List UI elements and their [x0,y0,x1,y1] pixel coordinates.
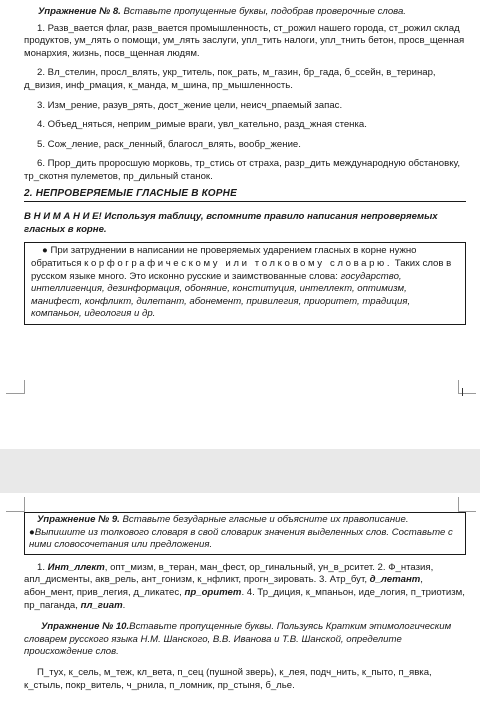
attention-text: Используя таблицу, вспомните правило написания непроверяемых гласных в корне. [24,211,438,235]
page-separator [0,449,480,493]
exercise-8-item-2: 2. Вл_стелин, просл_влять, укр_титель, пок_рать, м_газин, бр_гада, б_ссейн, в_теринар, д_визия, инф_рмация, к_манда, м_шина, пр_мышленность. [24,67,436,91]
page-corner-mark-right-h [458,393,476,394]
exercise-9-run: . [122,599,126,611]
exercise-10-title: Упражнение № 10. [41,621,130,633]
exercise-9-run: , опт_мизм, в_теран, ман_фест, ор_гинальный, ун_в_рситет. 2. Ф_нтазия, апл_дисменты, акв_рель, ант_гонизм, к_нфликт, прогн_зировать. 3. Атр_бут, [24,561,434,586]
exercise-9-heading [29,514,461,527]
page-corner-mark-left-h [6,393,24,394]
page-2-corner-mark-left-v [24,497,25,512]
rule-text [31,245,459,321]
exercise-9-title: Упражнение № 9. [37,514,120,525]
exercise-8-item-1: 1. Разв_вается флаг, разв_вается промышленность, ст_рожил нашего города, ст_рожил склад продуктов, ум_лять о помощи, ум_лять заслуги, упл_тить налоги, упл_тнить бетон, просв_щенная монархия, жизнь, посв_щенная людям. [24,22,465,59]
page-2-corner-mark-right-v [458,497,459,512]
section-heading: 2. НЕПРОВЕРЯЕМЫЕ ГЛАСНЫЕ В КОРНЕ [24,188,466,203]
exercise-10-text: П_тух, к_сель, м_теж, кл_вета, п_сец (пушной зверь), к_лея, подч_нить, к_пыто, п_явка, к_стыль, покр_витель, ч_рнила, п_ломник, пр_стыня, б_лье. [24,666,432,691]
highlighted-word: пр_оритет [184,586,242,598]
exercise-9-box [24,512,466,555]
exercise-9-text [24,562,466,612]
highlighted-word: пл_гиат [80,599,123,611]
attention-note [24,211,466,236]
exercise-9-run: 1. [37,561,48,573]
text-cursor [462,388,463,396]
exercise-8-item-3: 3. Изм_рение, разув_рять, дост_жение цели, неисч_рпаемый запас. [37,99,343,111]
exercise-9-instruction-2: ●Выпишите из толкового словаря в свой словарик значения выделенных слов. Составьте с ними словосочетания или предложения. [29,526,453,551]
exercise-8-title: Упражнение № 8. [38,6,121,17]
exercise-8-item-5: 5. Сож_ление, раск_ленный, благосл_влять, вообр_жение. [37,138,301,150]
exercise-10-instruction: Вставьте пропущенные буквы. Пользуясь Кратким этимологическим словарем русского языка Н.М. Шанского, В.В. Иванова и Т.В. Шанской, определите происхождение слов. [24,621,452,658]
exercise-10-heading [24,621,466,659]
page-2-content [24,512,466,692]
rule-text-part-2: Таких слов в русском языке много. Это исконно русские и заимствованные слова: [31,257,452,282]
page-1-content [24,6,466,325]
page-2-corner-mark-left-h [6,511,24,512]
attention-word: В Н И М А Н И Е! [24,211,102,223]
rule-example-words: государство, интеллигенция, дезинформация, обоняние, конституция, интеллект, оптимизм, манифест, конфликт, дилетант, абонемент, привилегия, приоритет, традиция, компаньон, идеология и др. [31,270,411,320]
rule-box [24,242,466,325]
exercise-9-run: , абон_мент, прив_легия, д_ликатес, [24,574,423,598]
exercise-8-item-6: 6. Прор_дить проросшую морковь, тр_стись от страха, разр_дить международную обстановку, тр_скотня пулеметов, пр_дильный станок. [24,158,461,182]
page-corner-mark-right-v [458,380,459,394]
exercise-8-item-4: 4. Объед_няться, неприм_римые враги, увл_кательно, разд_жная стенка. [37,119,367,131]
highlighted-word: д_летант [369,574,421,586]
page-corner-mark-left-v [24,380,25,394]
exercise-8-heading [24,6,466,19]
exercise-8-instruction: Вставьте пропущенные буквы, подобрав проверочные слова. [120,6,406,17]
exercise-9-instruction: Вставьте безударные гласные и объясните их правописание. [119,514,409,525]
exercise-9-run: . 4. Тр_диция, к_мпаньон, иде_логия, п_триотизм, пр_паганда, [24,586,465,611]
rule-dictionary-phrase: орфографическому или толковому словарю. [90,257,393,269]
highlighted-word: Инт_ллект [47,561,105,573]
document-page-2 [0,493,480,707]
rule-text-part-1: ● При затруднении в написании не проверяемых ударением гласных в корне нужно обратиться к [31,245,417,269]
